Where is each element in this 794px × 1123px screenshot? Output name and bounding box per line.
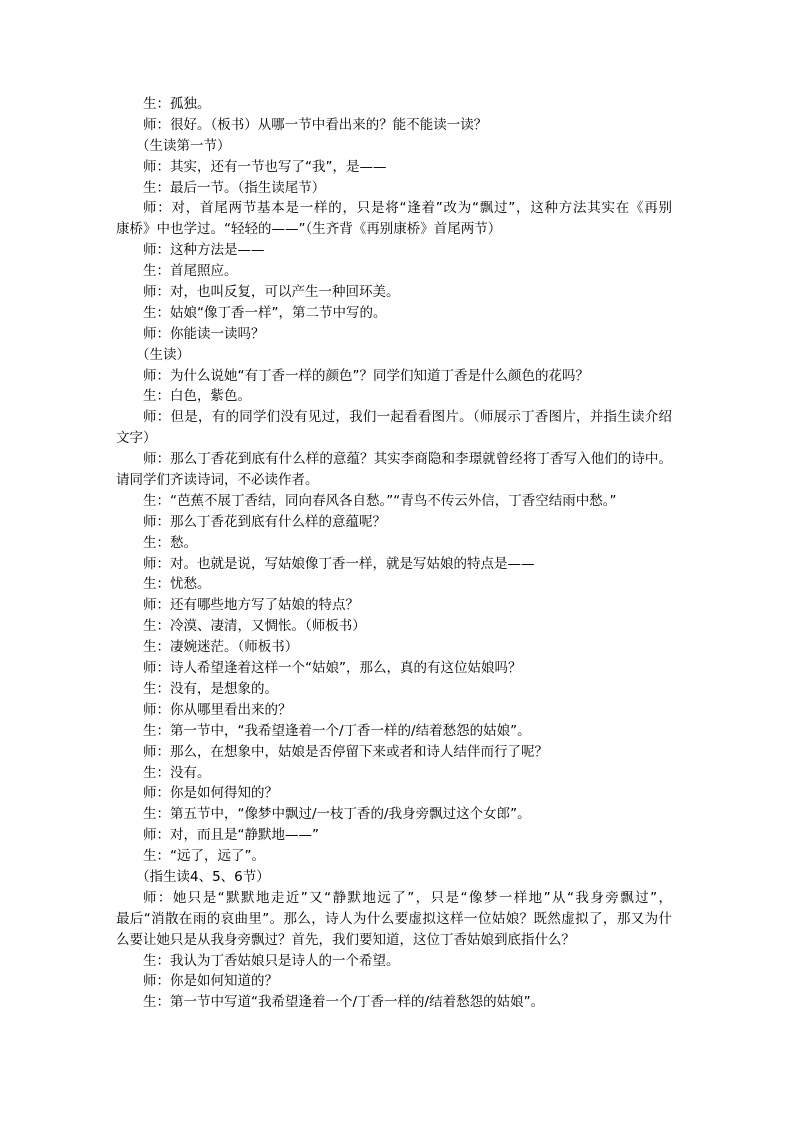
text-line: 师：其实，还有一节也写了“我”，是—— [143,158,387,175]
text-line: 生：我认为丁香姑娘只是诗人的一个希望。 [143,952,400,969]
text-line: 生：忧愁。 [143,576,211,593]
text-line: 生：第一节中，“我希望逢着一个/丁香一样的/结着愁怨的姑娘”。 [143,722,531,739]
text-line: 么要让她只是从我身旁飘过？首先，我们要知道，这位丁香姑娘到底指什么？ [116,931,575,948]
text-line: 师：那么丁香花到底有什么样的意蕴呢？ [143,513,386,530]
text-line: 师：对，也叫反复，可以产生一种回环美。 [143,284,400,301]
text-line: 师：她只是“默默地走近”又“静默地远了”，只是“像梦一样地”从“我身旁飘过”， [143,889,672,906]
text-line: 生：首尾照应。 [143,263,238,280]
text-line: 师：对，而且是“静默地——” [143,827,319,844]
text-line: 生：第五节中，“像梦中飘过/一枝丁香的/我身旁飘过这个女郎”。 [143,806,531,823]
text-line: 生：冷漠、凄清，又惆怅。（师板书） [143,618,366,635]
text-line: 师：那么，在想象中，姑娘是否停留下来或者和诗人结伴而行了呢？ [143,743,548,760]
text-line: 最后“消散在雨的哀曲里”。那么，诗人为什么要虚拟这样一位姑娘？既然虚拟了，那又为什 [116,910,672,927]
text-line: 生：姑娘“像丁香一样”，第二节中写的。 [143,304,387,321]
text-line: 师：对。也就是说，写姑娘像丁香一样，就是写姑娘的特点是—— [143,555,535,572]
text-line: 请同学们齐读诗词，不必读作者。 [116,472,319,489]
text-line: 生：白色，紫色。 [143,388,251,405]
text-line: 生：没有，是想象的。 [143,680,278,697]
stage-direction: （指生读4、5、6节） [136,868,270,885]
dialogue-text [116,94,672,1013]
text-line: 生：凄婉迷茫。（师板书） [143,639,299,656]
stage-direction: （生读） [136,346,190,363]
text-line: 师：很好。（板书）从哪一节中看出来的？能不能读一读？ [143,116,488,133]
text-line: 师：你是如何知道的？ [143,973,278,990]
text-line: 师：你是如何得知的？ [143,785,278,802]
text-line: 师：你从哪里看出来的？ [143,701,292,718]
text-line: 师：这种方法是—— [143,242,265,259]
text-line: 师：诗人希望逢着这样一个“姑娘”，那么，真的有这位姑娘吗？ [143,660,522,677]
text-line: 生：第一节中写道“我希望逢着一个/丁香一样的/结着愁怨的姑娘”。 [143,994,545,1011]
text-line: 师：还有哪些地方写了姑娘的特点？ [143,597,359,614]
text-line: 生：最后一节。（指生读尾节） [143,179,326,196]
text-line: 生：没有。 [143,764,211,781]
text-line: 师：你能读一读吗？ [143,325,265,342]
text-line: 文字） [116,430,157,447]
stage-direction: （生读第一节） [136,137,231,154]
text-line: 康桥》中也学过。“轻轻的——”（生齐背《再别康桥》首尾两节） [116,221,502,238]
text-line: 生：“芭蕉不展丁香结，同向春风各自愁。”“青鸟不传云外信，丁香空结雨中愁。” [143,492,617,509]
text-line: 生：孤独。 [143,96,211,112]
text-line: 生：愁。 [143,534,197,551]
text-line: 师：对，首尾两节基本是一样的，只是将“逢着”改为“飘过”，这种方法其实在《再别 [143,200,672,217]
text-line: 师：为什么说她“有丁香一样的颜色”？同学们知道丁香是什么颜色的花吗？ [143,367,589,384]
text-line: 生：“远了，远了”。 [143,848,265,865]
text-line: 师：但是，有的同学们没有见过，我们一起看看图片。（师展示丁香图片，并指生读介绍 [143,409,672,426]
text-line: 师：那么丁香花到底有什么样的意蕴？其实李商隐和李璟就曾经将丁香写入他们的诗中。 [143,451,672,468]
